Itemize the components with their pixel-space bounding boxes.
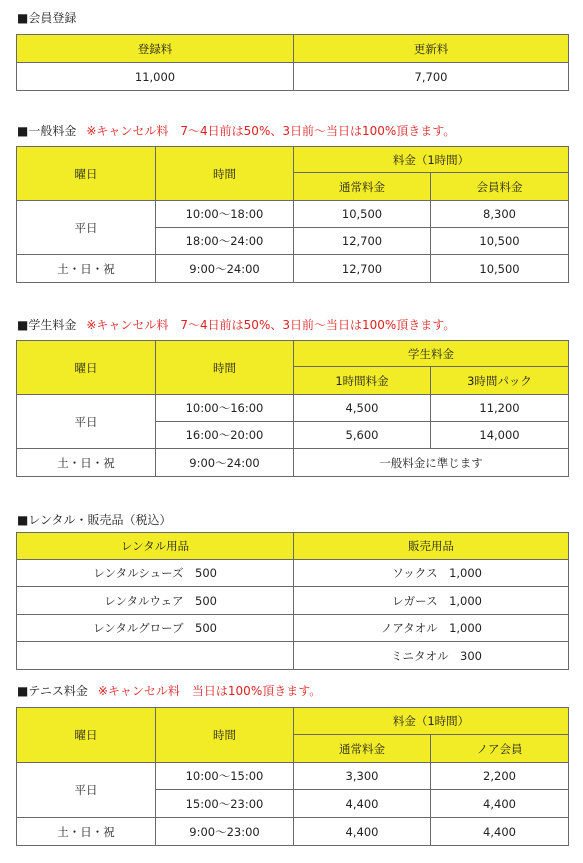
- regular-fee-cell: 10,500: [294, 201, 431, 228]
- header-three-hour-pack: 3時間パック: [431, 367, 569, 395]
- header-regular-fee: 通常料金: [294, 735, 431, 763]
- day-weekend-holiday: 土・日・祝: [17, 818, 156, 846]
- tennis-title: [17, 684, 321, 698]
- regular-fee-cell: 4,400: [294, 818, 431, 846]
- regular-fee-cell: 12,700: [294, 255, 431, 283]
- student-cancel-note: ※キャンセル料 7～4日前は50%、3日前～当日は100%頂きます。: [86, 318, 456, 332]
- day-weekend-holiday: 土・日・祝: [17, 255, 156, 283]
- sale-item: ミニタオル 300: [294, 642, 569, 670]
- membership-table: [16, 34, 569, 91]
- time-cell: 15:00～23:00: [156, 790, 294, 818]
- time-cell: 10:00～15:00: [156, 763, 294, 790]
- hourly-fee-cell: 4,500: [294, 395, 431, 422]
- header-rental-items: レンタル用品: [17, 533, 294, 560]
- rental-title: ■レンタル・販売品（税込）: [17, 513, 172, 527]
- header-day: 曜日: [17, 341, 156, 395]
- header-fee-per-hour: 料金（1時間）: [294, 708, 569, 735]
- header-member-fee: 会員料金: [431, 173, 569, 201]
- membership-title: ■会員登録: [17, 11, 77, 25]
- tennis-cancel-note: ※キャンセル料 当日は100%頂きます。: [97, 684, 322, 698]
- member-fee-cell: 4,400: [431, 790, 569, 818]
- header-time: 時間: [156, 147, 294, 201]
- header-hourly-fee: 1時間料金: [294, 367, 431, 395]
- pack-fee-cell: 14,000: [431, 422, 569, 449]
- day-weekday: 平日: [17, 395, 156, 449]
- renewal-fee-value: 7,700: [294, 63, 569, 91]
- header-time: 時間: [156, 708, 294, 763]
- member-fee-cell: 10,500: [431, 228, 569, 255]
- regular-fee-cell: 12,700: [294, 228, 431, 255]
- rental-sale-table: [16, 532, 569, 670]
- header-noa-member-fee: ノア会員: [431, 735, 569, 763]
- header-renewal-fee: 更新料: [294, 35, 569, 63]
- student-fee-table: [16, 340, 569, 477]
- member-fee-cell: 8,300: [431, 201, 569, 228]
- time-cell: 9:00～24:00: [156, 449, 294, 477]
- day-weekday: 平日: [17, 201, 156, 255]
- rental-item: レンタルウェア 500: [17, 587, 294, 615]
- time-cell: 10:00～16:00: [156, 395, 294, 422]
- member-fee-cell: 10,500: [431, 255, 569, 283]
- header-day: 曜日: [17, 708, 156, 763]
- header-student-fee: 学生料金: [294, 341, 569, 367]
- general-fee-table: [16, 146, 569, 283]
- header-registration-fee: 登録料: [17, 35, 294, 63]
- time-cell: 9:00～23:00: [156, 818, 294, 846]
- general-title-label: ■一般料金: [17, 124, 77, 138]
- pack-fee-cell: 11,200: [431, 395, 569, 422]
- header-time: 時間: [156, 341, 294, 395]
- general-title: [17, 124, 455, 138]
- student-title: [17, 318, 455, 332]
- registration-fee-value: 11,000: [17, 63, 294, 91]
- tennis-fee-table: [16, 707, 569, 846]
- general-cancel-note: ※キャンセル料 7～4日前は50%、3日前～当日は100%頂きます。: [86, 124, 456, 138]
- tennis-title-label: ■テニス料金: [17, 684, 88, 698]
- time-cell: 10:00～18:00: [156, 201, 294, 228]
- time-cell: 9:00～24:00: [156, 255, 294, 283]
- member-fee-cell: 2,200: [431, 763, 569, 790]
- day-weekday: 平日: [17, 763, 156, 818]
- rental-item: レンタルグローブ 500: [17, 615, 294, 642]
- time-cell: 18:00～24:00: [156, 228, 294, 255]
- time-cell: 16:00～20:00: [156, 422, 294, 449]
- member-fee-cell: 4,400: [431, 818, 569, 846]
- rental-item-empty: [17, 642, 294, 670]
- student-title-label: ■学生料金: [17, 318, 77, 332]
- header-sale-items: 販売用品: [294, 533, 569, 560]
- sale-item: レガース 1,000: [294, 587, 569, 615]
- header-regular-fee: 通常料金: [294, 173, 431, 201]
- rental-item: レンタルシューズ 500: [17, 560, 294, 587]
- sale-item: ノアタオル 1,000: [294, 615, 569, 642]
- regular-fee-cell: 4,400: [294, 790, 431, 818]
- day-weekend-holiday: 土・日・祝: [17, 449, 156, 477]
- header-fee-per-hour: 料金（1時間）: [294, 147, 569, 173]
- sale-item: ソックス 1,000: [294, 560, 569, 587]
- regular-fee-cell: 3,300: [294, 763, 431, 790]
- header-day: 曜日: [17, 147, 156, 201]
- hourly-fee-cell: 5,600: [294, 422, 431, 449]
- same-as-general-note: 一般料金に準じます: [294, 449, 569, 477]
